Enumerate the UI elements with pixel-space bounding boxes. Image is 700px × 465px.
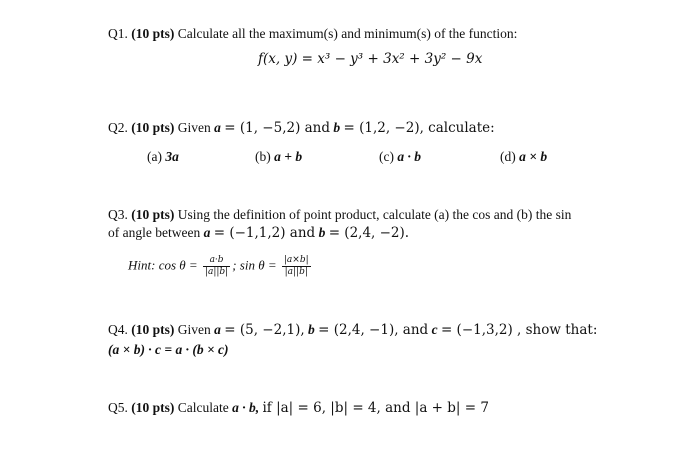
q3-b-symbol: b xyxy=(318,225,326,240)
q2-part-a-label: (a) xyxy=(147,149,162,164)
q3-line-1 xyxy=(108,207,571,223)
q1-line xyxy=(108,26,517,42)
q4-c-symbol: c xyxy=(431,322,438,337)
q1-label: Q1. xyxy=(108,26,128,41)
q3-text: Using the definition of point product, calculate (a) the cos and (b) the sin xyxy=(177,207,572,222)
q2-part-a xyxy=(147,149,179,165)
q3-b-value: = (2,4, −2). xyxy=(328,225,410,241)
q4-a-value: = (5, −2,1), xyxy=(224,322,305,338)
q5-line xyxy=(108,400,489,416)
q5-text: Calculate xyxy=(177,400,229,415)
q3-hint-sep: ; sin θ = xyxy=(232,257,277,273)
q3-points: (10 pts) xyxy=(131,207,175,222)
q3-hint xyxy=(128,255,313,285)
q4-given: Given xyxy=(177,322,211,337)
q2-a-value: = (1, −5,2) and xyxy=(224,120,331,136)
q3-text-2: of angle between xyxy=(108,225,201,240)
q2-part-a-expr: 3a xyxy=(165,149,179,164)
q2-label: Q2. xyxy=(108,120,128,135)
q2-part-c xyxy=(379,149,421,165)
q2-line xyxy=(108,120,495,136)
q4-b-value: = (2,4, −1), and xyxy=(318,322,429,338)
q3-line-2 xyxy=(108,225,409,241)
q2-b-symbol: b xyxy=(333,120,341,135)
q5-points: (10 pts) xyxy=(131,400,175,415)
q4-identity: (a × b) · c = a · (b × c) xyxy=(108,342,229,357)
sin-numerator: |a×b| xyxy=(283,255,309,265)
q1-text: Calculate all the maximum(s) and minimum(s) of the function: xyxy=(177,26,518,41)
sin-denominator: |a||b| xyxy=(284,267,308,277)
q5-condition: if |a| = 6, |b| = 4, and |a + b| = 7 xyxy=(262,400,489,416)
q4-b-symbol: b xyxy=(308,322,315,337)
q3-a-value: = (−1,1,2) and xyxy=(213,225,316,241)
sin-fraction xyxy=(282,255,311,278)
q4-line-1 xyxy=(108,322,597,338)
q2-part-b xyxy=(255,149,302,165)
q2-part-c-expr: a · b xyxy=(397,149,421,164)
q2-b-value: = (1,2, −2), calculate: xyxy=(343,120,495,136)
cos-denominator: |a||b| xyxy=(204,267,229,277)
q2-a-symbol: a xyxy=(214,120,221,135)
q2-part-b-label: (b) xyxy=(255,149,271,164)
q2-part-c-label: (c) xyxy=(379,149,394,164)
q2-points: (10 pts) xyxy=(131,120,175,135)
q3-a-symbol: a xyxy=(203,225,211,240)
q4-c-value: = (−1,3,2) , show that: xyxy=(440,322,598,338)
q5-label: Q5. xyxy=(108,400,128,415)
q4-points: (10 pts) xyxy=(131,322,175,337)
q4-a-symbol: a xyxy=(214,322,221,337)
q2-part-d xyxy=(500,149,547,165)
cos-fraction xyxy=(203,255,230,278)
q5-expr: a · b, xyxy=(232,400,260,415)
cos-numerator: a·b xyxy=(203,255,230,267)
q2-given: Given xyxy=(177,120,211,135)
q2-part-d-expr: a × b xyxy=(519,149,548,164)
q1-formula: f(x, y) = x³ − y³ + 3x² + 3y² − 9x xyxy=(258,51,483,67)
q2-part-d-label: (d) xyxy=(500,149,516,164)
q1-points: (10 pts) xyxy=(131,26,175,41)
q2-part-b-expr: a + b xyxy=(274,149,303,164)
q3-label: Q3. xyxy=(108,207,128,222)
q4-label: Q4. xyxy=(108,322,128,337)
q3-hint-prefix: Hint: cos θ = xyxy=(128,257,198,273)
